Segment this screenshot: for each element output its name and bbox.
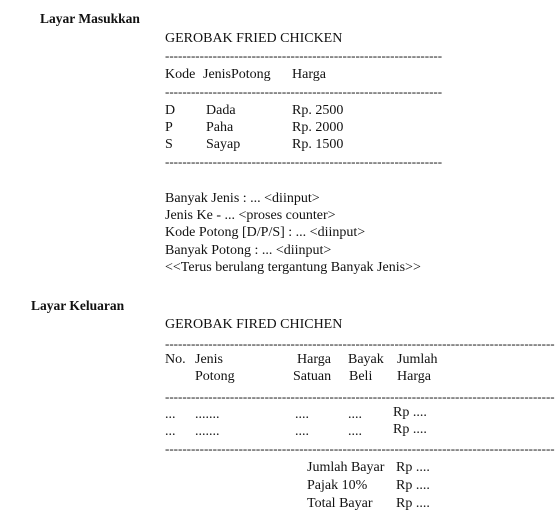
output-col-jumlah: Jumlah [397,352,438,367]
input-line: Jenis Ke - ... <proses counter> [165,208,336,223]
summary-value: Rp .... [396,478,430,493]
output-col-harga-sub: Satuan [293,369,332,384]
output-row-jumlah: Rp .... [393,422,427,437]
summary-label: Jumlah Bayar [307,460,385,475]
output-row-jenis: ....... [195,407,220,422]
heading-layar-keluaran: Layar Keluaran [31,298,125,313]
summary-label: Total Bayar [307,496,373,511]
input-line: Banyak Potong : ... <diinput> [165,243,332,258]
input-divider-mid: ---------------------------------------------------------------- [165,84,443,99]
output-row-banyak: .... [348,407,362,422]
output-col-jenis-sub: Potong [195,369,235,384]
input-line: Kode Potong [D/P/S] : ... <diinput> [165,225,366,240]
output-col-banyak: Bayak [348,352,384,367]
summary-value: Rp .... [396,460,430,475]
price-row-jenis: Paha [206,120,234,135]
price-row-kode: D [165,103,176,118]
output-row-jumlah: Rp .... [393,405,427,420]
input-shop-title: GEROBAK FRIED CHICKEN [165,31,343,46]
output-col-jenis: Jenis [195,352,223,367]
price-row-harga: Rp. 2500 [292,103,344,118]
input-col-jenis: JenisPotong [203,67,271,82]
output-col-no: No. [165,352,186,367]
input-col-kode: Kode [165,67,196,82]
input-line: <<Terus berulang tergantung Banyak Jenis>> [165,260,421,275]
input-divider-bottom: ---------------------------------------------------------------- [165,154,443,169]
output-col-jumlah-sub: Harga [397,369,431,384]
output-row-banyak: .... [348,424,362,439]
price-row-kode: S [165,137,173,152]
price-row-jenis: Dada [206,103,236,118]
output-row-no: ... [165,424,176,439]
output-divider-bottom: ------------------------------------------------------------------------------------------ [165,441,555,456]
output-col-harga: Harga [297,352,331,367]
summary-label: Pajak 10% [307,478,368,493]
output-row-jenis: ....... [195,424,220,439]
output-shop-title: GEROBAK FIRED CHICHEN [165,317,343,332]
price-row-harga: Rp. 2000 [292,120,344,135]
input-col-harga: Harga [292,67,326,82]
summary-value: Rp .... [396,496,430,511]
output-row-no: ... [165,407,176,422]
input-line: Banyak Jenis : ... <diinput> [165,191,320,206]
heading-layar-masukkan: Layar Masukkan [40,11,140,26]
price-row-harga: Rp. 1500 [292,137,344,152]
price-row-kode: P [165,120,173,135]
price-row-jenis: Sayap [206,137,241,152]
output-row-harga: .... [295,424,309,439]
output-col-banyak-sub: Beli [349,369,373,384]
output-divider-mid: ------------------------------------------------------------------------------------------ [165,389,555,404]
input-divider-top: ---------------------------------------------------------------- [165,48,443,63]
output-row-harga: .... [295,407,309,422]
output-divider-top: ------------------------------------------------------------------------------------------ [165,336,555,351]
